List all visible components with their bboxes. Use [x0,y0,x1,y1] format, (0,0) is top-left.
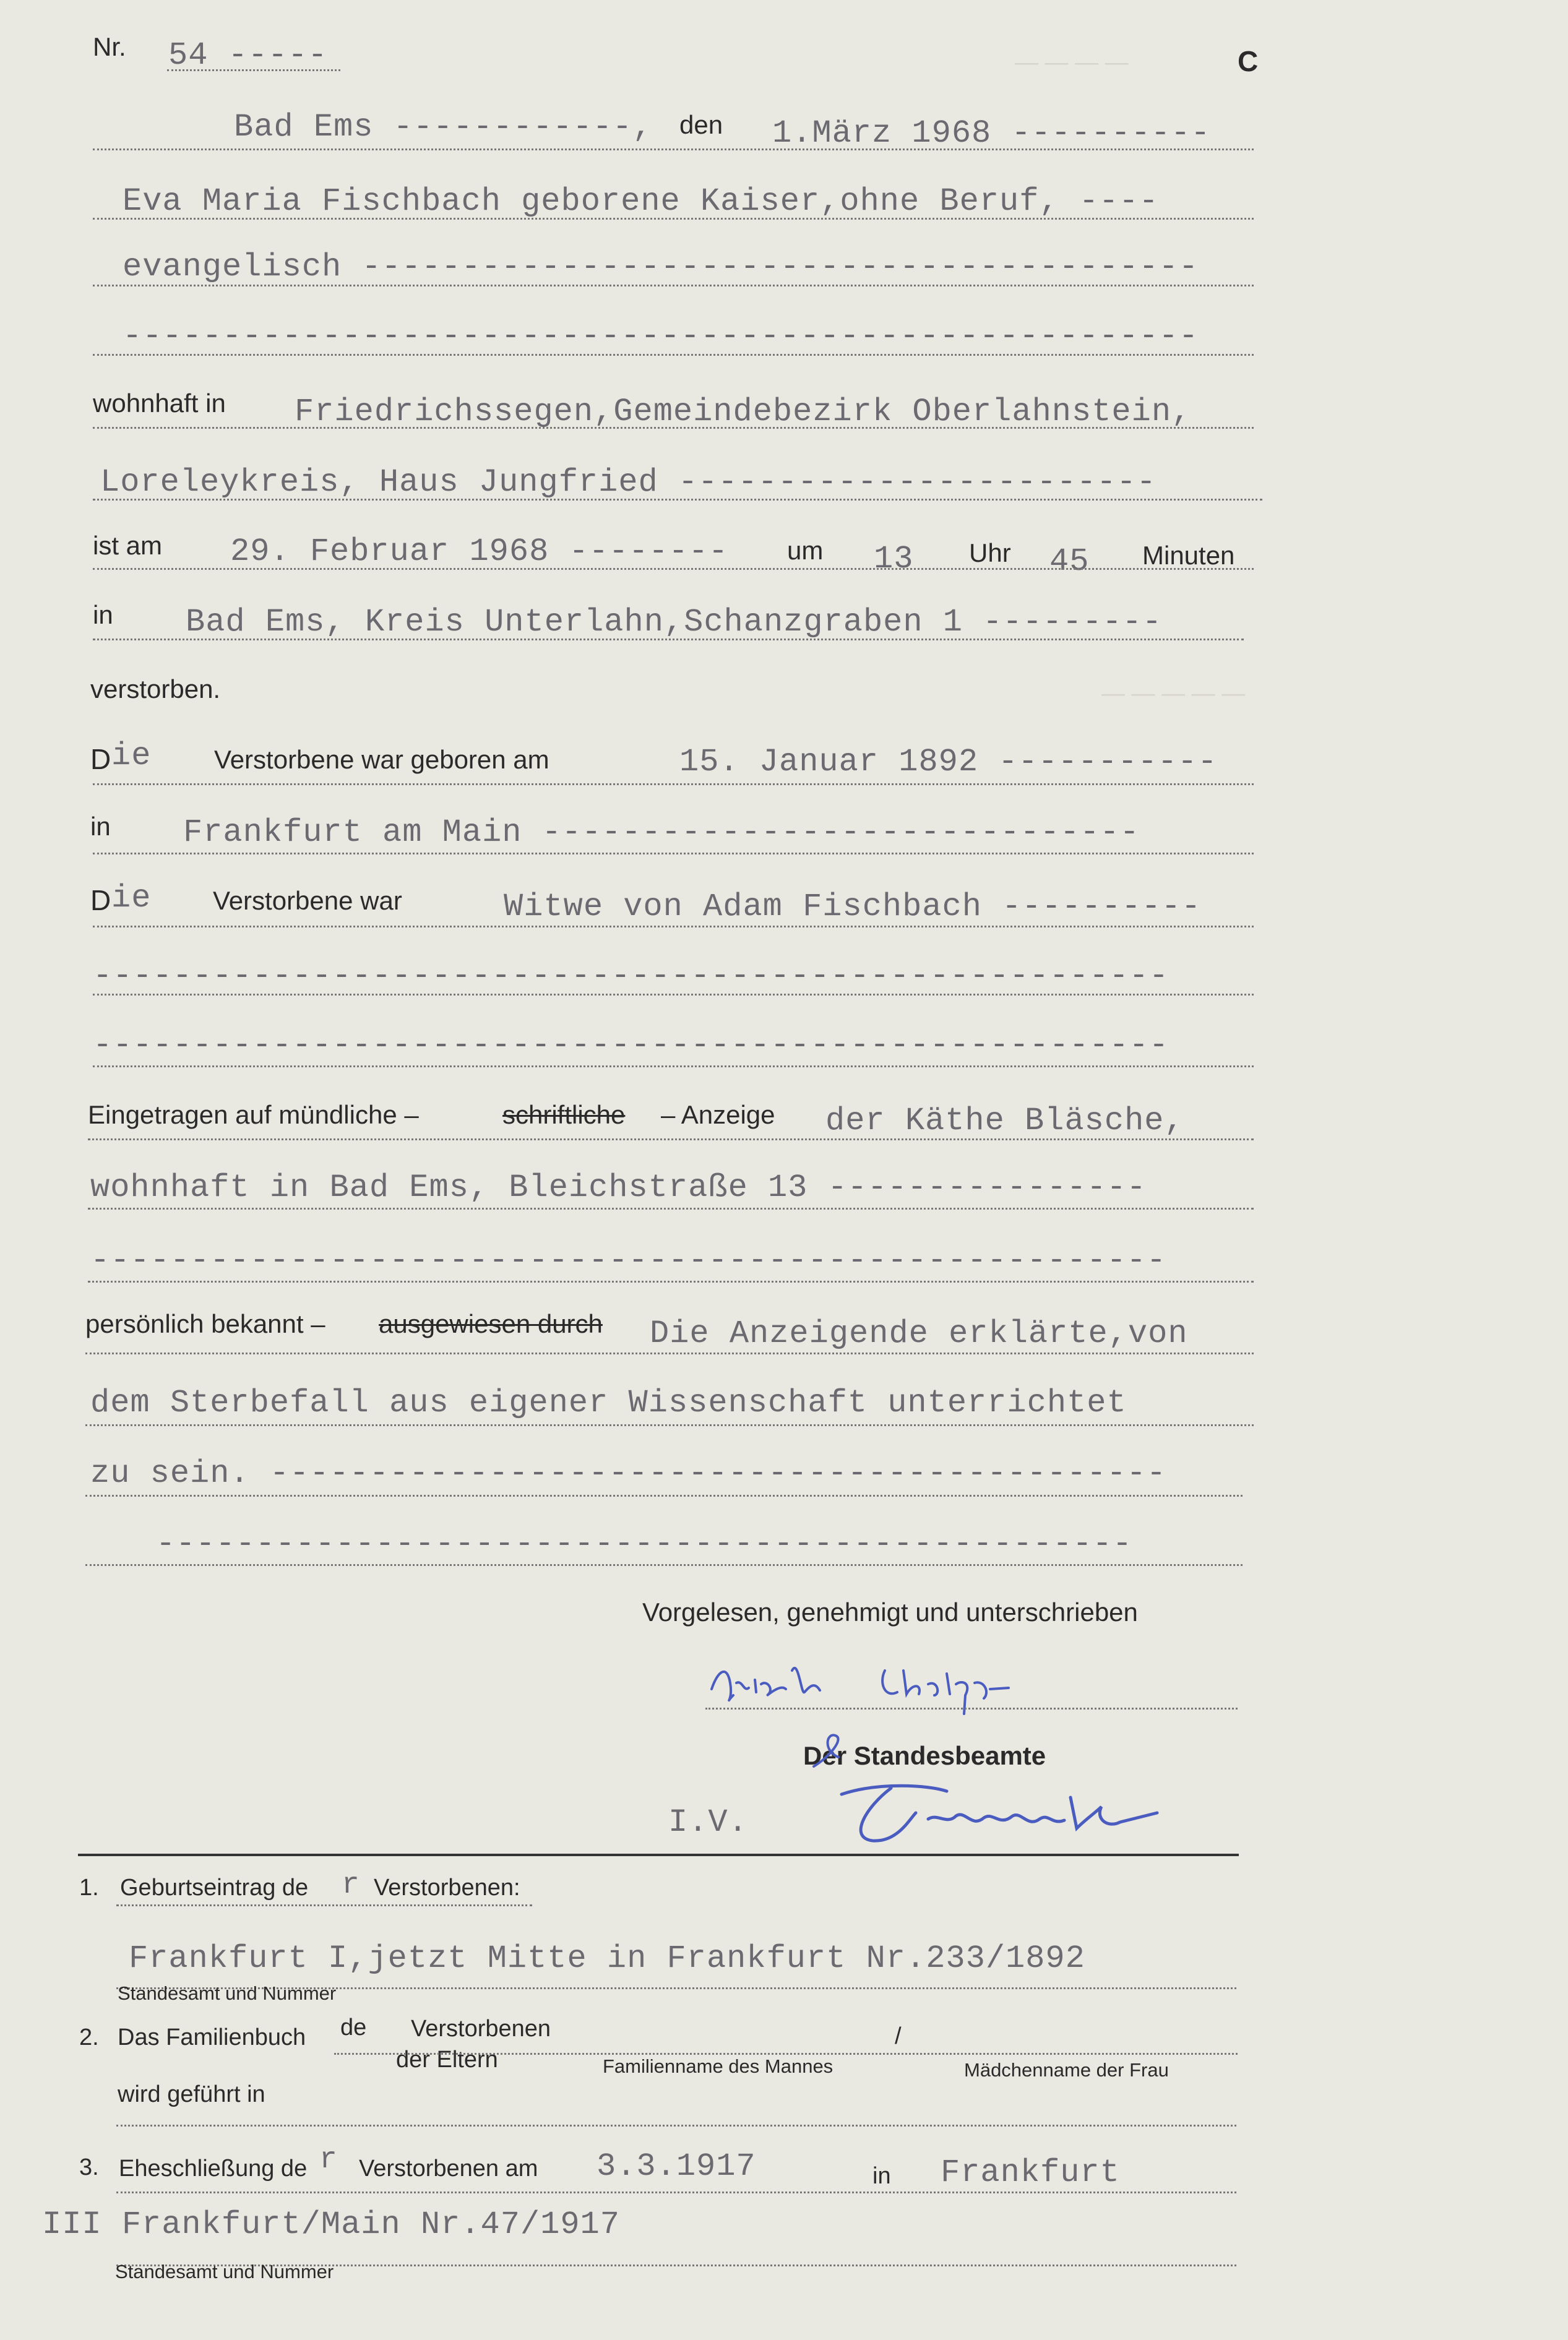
war-label: Verstorbene war [213,886,402,915]
die-prefix: D [90,743,111,775]
place-value: Bad Ems ------------, [234,109,653,145]
statement-line-2: dem Sterbefall aus eigener Wissenschaft unterrichtet [90,1385,1127,1421]
iv-label: I.V. [668,1804,748,1841]
birth-registry: Frankfurt I,jetzt Mitte in Frankfurt Nr.233/1892 [129,1940,1085,1977]
death-place: Bad Ems, Kreis Unterlahn,Schanzgraben 1 --------- [186,604,1163,640]
schriftliche-struck: schriftliche [502,1100,626,1129]
rule [705,1708,1238,1710]
uhr-label: Uhr [969,538,1011,567]
rule [88,1208,1254,1210]
bekannt-label: persönlich bekannt – [85,1309,325,1338]
bleed-through: — — — — [1015,49,1129,75]
ist-am-label: ist am [93,531,163,560]
footer-1-label-b: Verstorbenen: [374,1875,520,1901]
die-suffix: ie [111,738,152,774]
eheschliessung-in: in [872,2163,891,2189]
death-date: 29. Februar 1968 -------- [230,533,729,570]
record-date: 1.März 1968 ---------- [772,115,1211,152]
rule [334,2053,1238,2055]
familienbuch-eltern: der Eltern [396,2047,498,2073]
marriage-registry: III Frankfurt/Main Nr.47/1917 [42,2206,620,2243]
familienbuch-frau: Mädchenname der Frau [964,2059,1169,2081]
footer-3-caption: Standesamt und Nummer [115,2261,334,2282]
familienbuch-label: Das Familienbuch [118,2024,306,2050]
footer-1-label: Geburtseintrag de [120,1875,309,1901]
bleed-through: — — — — — [1101,681,1246,707]
rule [93,1065,1254,1067]
rule [93,148,1254,150]
statement-line-3: zu sein. --------------------------------------------- [90,1455,1167,1492]
verstorben-label: verstorben. [90,674,221,703]
statement-line-1: Die Anzeigende erklärte,von [650,1315,1188,1352]
die-suffix: ie [111,880,152,916]
die-prefix: D [90,884,111,916]
nr-value: 54 ----- [168,37,328,74]
in-label: in [93,600,113,629]
dash-filler: ------------------------------------------------------ [123,318,1199,355]
rule [116,2192,1236,2193]
footer-1-caption: Standesamt und Nummer [118,1982,337,2004]
footer-1-typed: r [342,1869,360,1902]
rule [88,1281,1254,1283]
informant-address: wohnhaft in Bad Ems, Bleichstraße 13 ---------------- [90,1169,1147,1206]
rule [85,1353,1254,1354]
familienbuch-de: de [340,2015,367,2041]
separator [78,1854,1239,1856]
religion: evangelisch ------------------------------------------ [123,249,1199,285]
rule [167,69,340,71]
residence-cont: Loreleykreis, Haus Jungfried ------------------------ [100,464,1157,501]
geboren-label: Verstorbene war geboren am [214,745,549,774]
eingetragen-label: Eingetragen auf mündliche – [88,1100,419,1129]
dash-filler: ------------------------------------------------------ [93,958,1170,994]
familienbuch-slash: / [895,2023,902,2049]
rule [85,1424,1254,1426]
informant: der Käthe Bläsche, [825,1103,1184,1139]
vorgelesen-label: Vorgelesen, genehmigt und unterschrieben [642,1598,1138,1627]
birth-place: Frankfurt am Main ------------------------------ [183,814,1140,851]
dash-filler: ------------------------------------------------------ [90,1242,1167,1279]
footer-3-number: 3. [79,2154,99,2180]
eheschliessung-label-b: Verstorbenen am [359,2156,538,2182]
death-hour: 13 [874,541,914,577]
death-minute: 45 [1049,543,1090,580]
rule [93,218,1254,220]
birth-date: 15. Januar 1892 ----------- [679,744,1218,780]
rule [93,639,1244,640]
familienbuch-verstorbenen: Verstorbenen [411,2016,551,2042]
wohnhaft-label: wohnhaft in [93,389,226,418]
rule [85,1564,1243,1566]
footer-2-number: 2. [79,2024,99,2050]
rule [93,354,1254,356]
marriage-place: Frankfurt [941,2154,1120,2191]
marital-status: Witwe von Adam Fischbach ---------- [504,888,1202,925]
rule [93,285,1254,286]
rule [93,853,1254,854]
dash-filler: ------------------------------------------------------ [93,1027,1170,1064]
birth-in-label: in [90,812,111,841]
minuten-label: Minuten [1142,541,1235,570]
rule [116,1904,532,1906]
eheschliessung-typed: r [319,2143,338,2177]
familienbuch-wird: wird geführt in [118,2081,265,2107]
standesbeamte-label: Der Standesbeamte [803,1741,1046,1770]
rule [93,568,1254,570]
registrar-signature [804,1770,1176,1856]
nr-label: Nr. [93,32,126,61]
anzeige-label: – Anzeige [661,1100,775,1129]
marriage-date: 3.3.1917 [597,2148,756,2185]
rule [88,1138,1254,1140]
rule [116,2125,1236,2127]
familienbuch-mann: Familienname des Mannes [603,2055,834,2077]
eheschliessung-label: Eheschließung de [119,2156,308,2182]
dash-filler: ------------------------------------------------- [156,1526,1133,1562]
residence: Friedrichssegen,Gemeindebezirk Oberlahnstein, [295,394,1192,430]
um-label: um [787,536,824,565]
corner-letter: C [1238,45,1259,77]
den-label: den [679,110,723,139]
footer-1-number: 1. [79,1875,99,1901]
ausgewiesen-struck: ausgewiesen durch [379,1309,603,1338]
rule [93,783,1254,785]
rule [93,994,1254,996]
rule [93,499,1262,501]
rule [85,1495,1243,1497]
rule [93,926,1254,927]
deceased-name: Eva Maria Fischbach geborene Kaiser,ohne Beruf, ---- [123,183,1159,220]
rule [93,427,1254,429]
